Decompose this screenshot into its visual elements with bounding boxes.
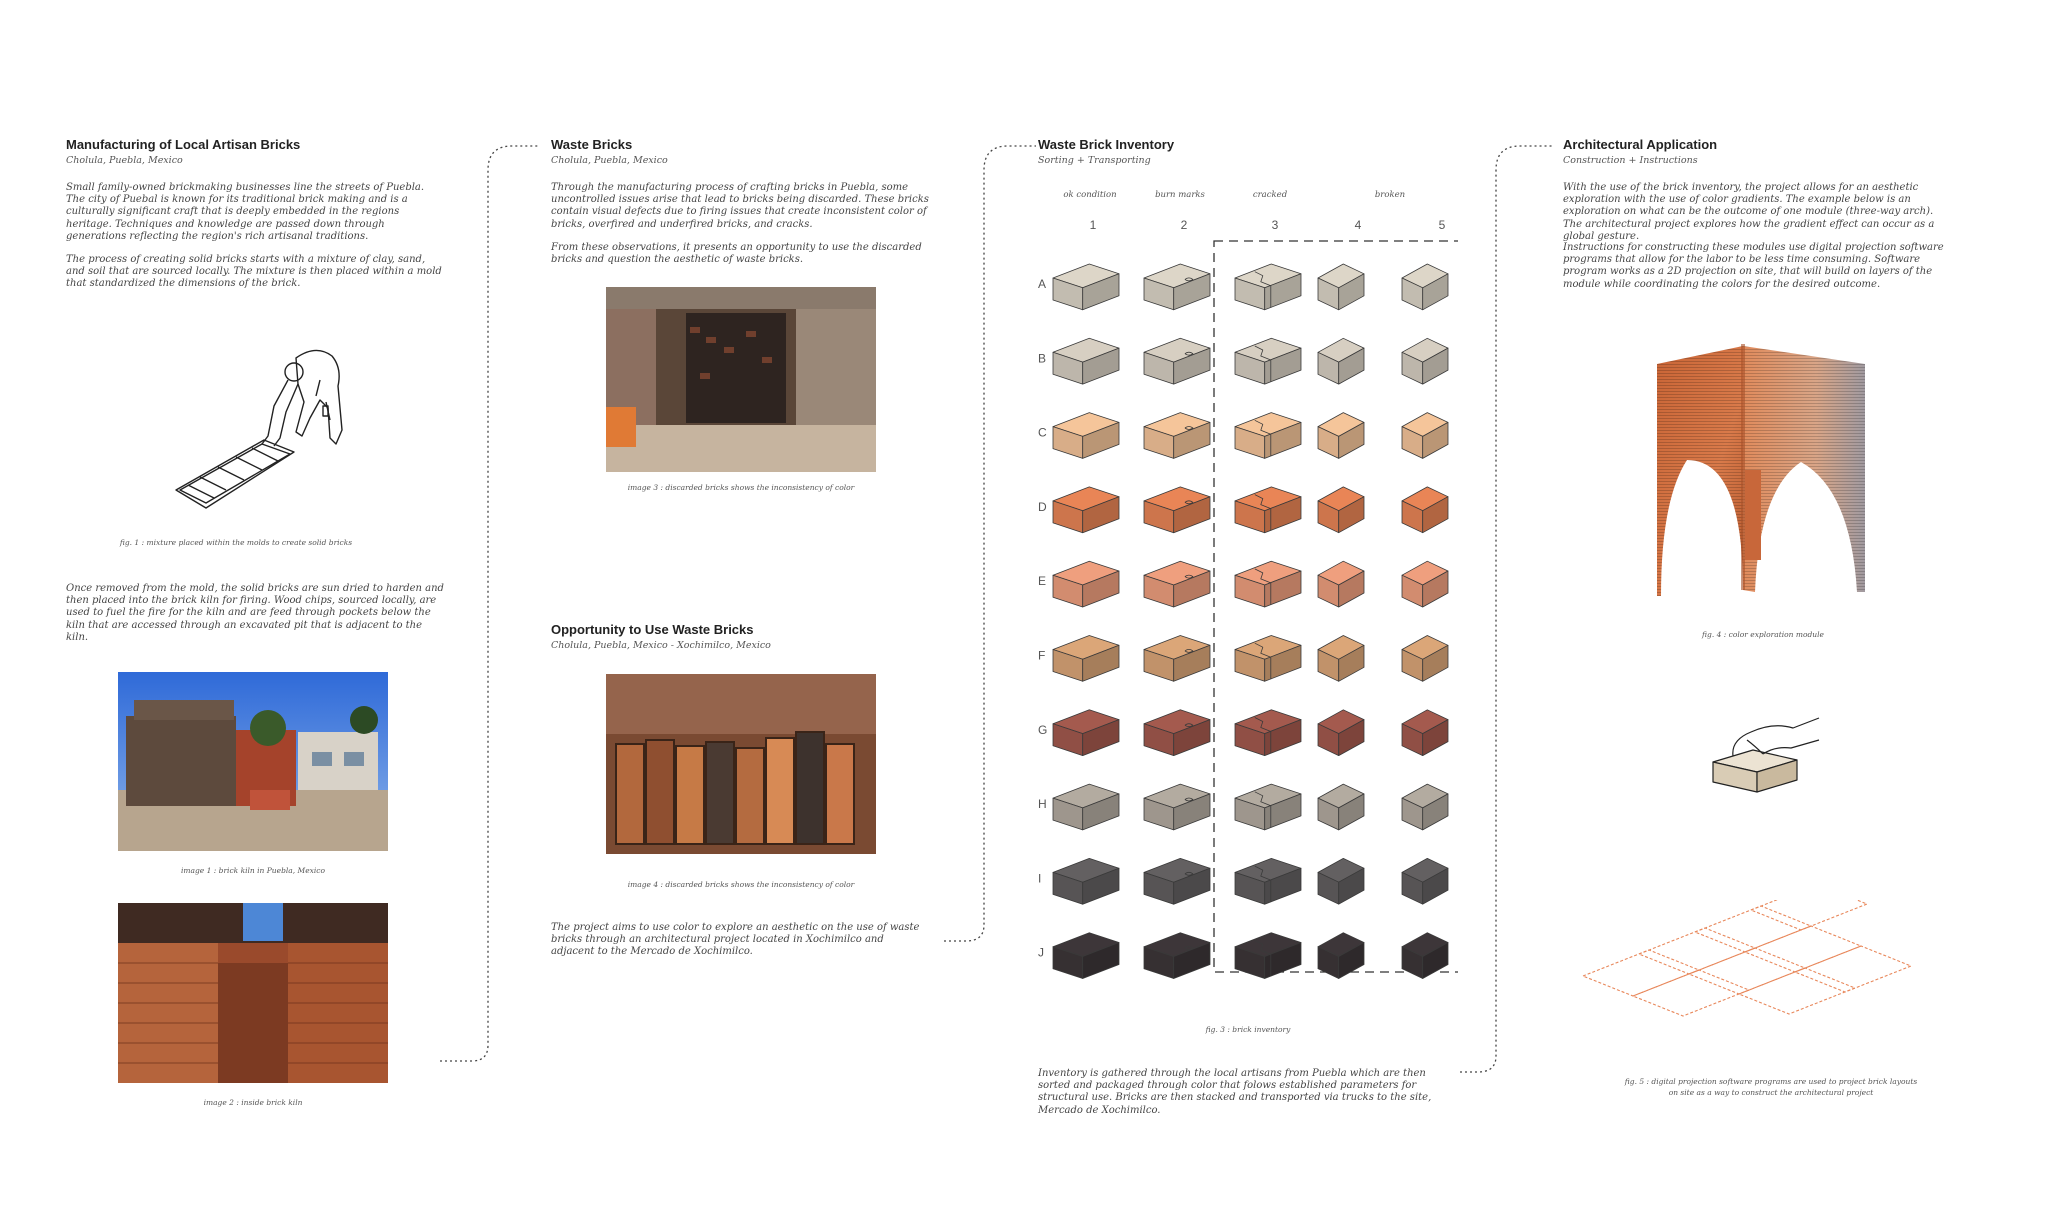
brick-j2 xyxy=(1144,933,1210,979)
brick-g1 xyxy=(1053,710,1119,756)
panel1-paragraph-3: Once removed from the mold, the solid bricks are sun dried to harden and then placed into the brick kiln for firing. Wood chips, sourced locally, are used to fuel the fire for the kiln and are feed through pockets below the kiln that are accessed through an excavated pit that is adjacent to the kiln. xyxy=(66,583,444,643)
panel4-paragraph-1: With the use of the brick inventory, the project allows for an aesthetic exploration with the use of color gradients. The example below is an exploration on what can be the outcome of one module (three-way arch). The architectural project explores how the gradient effect can occur as a global gesture. xyxy=(1563,182,1935,242)
panel1-header xyxy=(66,137,446,166)
brick-e2 xyxy=(1144,561,1210,607)
panel4-title: Architectural Application xyxy=(1563,137,1718,152)
brick-h2 xyxy=(1144,784,1210,830)
row-label-b: B xyxy=(1038,351,1047,366)
brick-b1 xyxy=(1053,338,1119,384)
brick-f2 xyxy=(1144,636,1210,682)
panel2-paragraph-1: Through the manufacturing process of crafting bricks in Puebla, some uncontrolled issues arise that lead to bricks being discarded. These bricks contain visual defects due to firing issues that create inconsistent color of bricks, overfired and underfired bricks, and cracks. xyxy=(551,182,929,230)
brick-c5 xyxy=(1402,413,1448,459)
brick-inventory-grid xyxy=(1038,230,1458,990)
row-label-e: E xyxy=(1038,574,1047,589)
brick-j1 xyxy=(1053,933,1119,979)
category-label-broken: broken xyxy=(1374,190,1406,200)
panel-manufacturing xyxy=(66,0,446,1228)
image4-caption: image 4 : discarded bricks shows the inconsistency of color xyxy=(627,880,855,889)
brick-d2 xyxy=(1144,487,1210,533)
fig4-caption: fig. 4 : color exploration module xyxy=(1702,630,1824,639)
row-label-j: J xyxy=(1038,945,1044,960)
brick-e4 xyxy=(1318,561,1364,607)
panel2-paragraph-2: From these observations, it presents an opportunity to use the discarded bricks and question the aesthetic of waste bricks. xyxy=(551,242,922,266)
image2-caption: image 2 : inside brick kiln xyxy=(203,1098,303,1107)
category-label-cracked: cracked xyxy=(1252,190,1288,200)
row-label-g: G xyxy=(1038,722,1048,737)
brick-a3 xyxy=(1235,264,1301,310)
panel2-paragraph-3: The project aims to use color to explore an aesthetic on the use of waste bricks through an architectural project located in Xochimilco and adjacent to the Mercado de Xochimilco. xyxy=(551,922,920,958)
panel1-paragraph-2: The process of creating solid bricks starts with a mixture of clay, sand, and soil that are sourced locally. The mixture is then placed within a mold that standardized the dimensions of the brick. xyxy=(66,254,442,290)
connector-line-1 xyxy=(436,140,546,1070)
brick-kiln-photo xyxy=(118,672,388,851)
brick-b2 xyxy=(1144,338,1210,384)
panel1-title: Manufacturing of Local Artisan Bricks xyxy=(66,137,301,152)
brick-a1 xyxy=(1053,264,1119,310)
connector-line-3 xyxy=(1456,140,1556,1080)
three-way-arch-module xyxy=(1651,340,1871,600)
brick-d3 xyxy=(1235,487,1301,533)
category-label-burn: burn marks xyxy=(1155,190,1205,200)
column-number-2: 2 xyxy=(1180,218,1188,232)
fig1-caption: fig. 1 : mixture placed within the molds to create solid bricks xyxy=(119,538,353,547)
row-label-c: C xyxy=(1038,425,1047,440)
panel2-subtitle: Cholula, Puebla, Mexico xyxy=(551,155,668,166)
brick-f4 xyxy=(1318,636,1364,682)
panel3-paragraph: Inventory is gathered through the local artisans from Puebla which are then sorted and packaged through color that folows established parameters for structural use. Bricks are then stacked and transported via trucks to the site, Mercado de Xochimilco. xyxy=(1038,1068,1432,1116)
brick-e1 xyxy=(1053,561,1119,607)
brick-f5 xyxy=(1402,636,1448,682)
inside-kiln-photo-art xyxy=(118,903,388,1083)
brick-f3 xyxy=(1235,636,1301,682)
worker-molding-bricks-illustration xyxy=(170,340,410,520)
image3-caption: image 3 : discarded bricks shows the inconsistency of color xyxy=(627,483,855,492)
panel4-paragraph-2: Instructions for constructing these modules use digital projection software programs that allow for the labor to be less time consuming. Software program works as a 2D projection on site, that will build on layers of the module while coordinating the colors for the desired outcome. xyxy=(1563,242,1944,290)
brick-d1 xyxy=(1053,487,1119,533)
brick-h1 xyxy=(1053,784,1119,830)
panel2-title: Waste Bricks xyxy=(551,137,633,152)
brick-i1 xyxy=(1053,858,1119,904)
brick-e5 xyxy=(1402,561,1448,607)
row-label-h: H xyxy=(1038,797,1047,812)
panel4-subtitle: Construction + Instructions xyxy=(1563,155,1698,166)
brick-e3 xyxy=(1235,561,1301,607)
panel1-subtitle: Cholula, Puebla, Mexico xyxy=(66,155,183,166)
column-number-4: 4 xyxy=(1354,218,1362,232)
brick-c2 xyxy=(1144,413,1210,459)
brick-f1 xyxy=(1053,636,1119,682)
brick-d5 xyxy=(1402,487,1448,533)
inside-kiln-photo xyxy=(118,903,388,1083)
row-label-i: I xyxy=(1038,871,1042,886)
panel1-paragraph-1: Small family-owned brickmaking businesses line the streets of Puebla. The city of Puebal is known for its traditional brick making and is a culturally significant craft that is deeply embedded in the regions heritage. Techniques and knowledge are passed down through generations reflecting the region's rich artisanal traditions. xyxy=(66,182,425,242)
brick-kiln-photo-art xyxy=(118,672,388,851)
brick-g5 xyxy=(1402,710,1448,756)
brick-h3 xyxy=(1235,784,1301,830)
brick-i5 xyxy=(1402,858,1448,904)
column-number-1: 1 xyxy=(1089,218,1097,232)
hand-placing-brick-illustration xyxy=(1703,710,1823,800)
brick-b4 xyxy=(1318,338,1364,384)
brick-g2 xyxy=(1144,710,1210,756)
column-number-3: 3 xyxy=(1271,218,1279,232)
brick-h4 xyxy=(1318,784,1364,830)
brick-i3 xyxy=(1235,858,1301,904)
fig5-caption: fig. 5 : digital projection software programs are used to project brick layouts on site as a way to construct the architectural project xyxy=(1624,1077,1918,1097)
projected-brick-layout-diagram xyxy=(1579,900,1919,1030)
panel2-header xyxy=(551,137,931,166)
discarded-bricks-photo-1 xyxy=(606,287,876,472)
panel3-header xyxy=(1038,137,1458,166)
row-label-a: A xyxy=(1038,277,1047,291)
panel-brick-inventory xyxy=(1038,0,1458,1228)
panel2-subtitle-2: Cholula, Puebla, Mexico - Xochimilco, Mexico xyxy=(551,640,771,651)
brick-i2 xyxy=(1144,858,1210,904)
brick-c4 xyxy=(1318,413,1364,459)
brick-d4 xyxy=(1318,487,1364,533)
brick-i4 xyxy=(1318,858,1364,904)
panel-waste-bricks xyxy=(551,0,931,1228)
brick-b5 xyxy=(1402,338,1448,384)
fig3-caption: fig. 3 : brick inventory xyxy=(1205,1025,1291,1034)
panel2-header-2 xyxy=(551,622,931,651)
brick-a5 xyxy=(1402,264,1448,310)
connector-line-2 xyxy=(940,140,1040,950)
brick-h5 xyxy=(1402,784,1448,830)
category-label-ok: ok condition xyxy=(1063,190,1117,200)
brick-g3 xyxy=(1235,710,1301,756)
brick-b3 xyxy=(1235,338,1301,384)
panel3-title: Waste Brick Inventory xyxy=(1038,137,1175,152)
column-number-5: 5 xyxy=(1438,218,1446,232)
panel-architectural-application xyxy=(1563,0,1963,1228)
discarded-bricks-photo-2-art xyxy=(606,674,876,854)
brick-c1 xyxy=(1053,413,1119,459)
panel2-title-2: Opportunity to Use Waste Bricks xyxy=(551,622,754,637)
discarded-bricks-photo-2 xyxy=(606,674,876,854)
brick-g4 xyxy=(1318,710,1364,756)
brick-a4 xyxy=(1318,264,1364,310)
row-label-d: D xyxy=(1038,499,1047,514)
discarded-bricks-photo-1-art xyxy=(606,287,876,472)
brick-a2 xyxy=(1144,264,1210,310)
image1-caption: image 1 : brick kiln in Puebla, Mexico xyxy=(181,866,325,875)
panel3-subtitle: Sorting + Transporting xyxy=(1038,155,1151,166)
brick-c3 xyxy=(1235,413,1301,459)
row-label-f: F xyxy=(1038,648,1046,663)
panel4-header xyxy=(1563,137,1963,166)
